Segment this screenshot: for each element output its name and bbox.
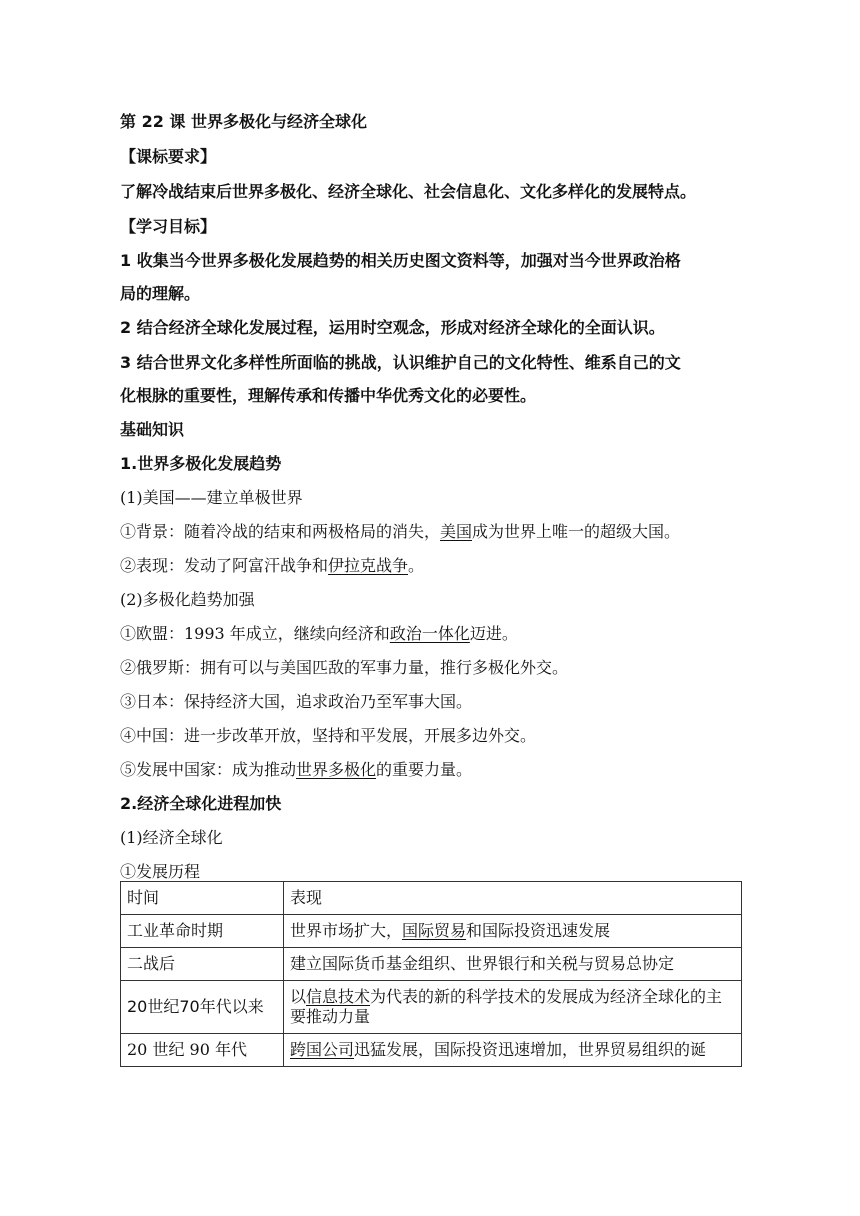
table-cell-performance: 世界市场扩大，国际贸易和国际投资迅速发展 [284, 915, 742, 948]
blank-answer: 国际贸易 [402, 921, 467, 940]
goal-3-line-2: 化根脉的重要性，理解传承和传播中华优秀文化的必要性。 [120, 386, 537, 405]
china-item: ④中国：进一步改革开放，坚持和平发展，开展多边外交。 [120, 726, 537, 745]
section-1-1: (1)美国——建立单极世界 [120, 488, 303, 507]
goal-1-line-2: 局的理解。 [120, 284, 201, 303]
blank-answer: 世界多极化 [296, 760, 377, 779]
section-2-1: (1)经济全球化 [120, 828, 223, 847]
curriculum-text: 了解冷战结束后世界多极化、经济全球化、社会信息化、文化多样化的发展特点。 [120, 182, 697, 201]
table-cell-performance: 以信息技术为代表的新的科学技术的发展成为经济全球化的主要推动力量 [284, 981, 742, 1034]
goal-1-line-1: 1 收集当今世界多极化发展趋势的相关历史图文资料等，加强对当今世界政治格 [120, 251, 681, 270]
russia-item: ②俄罗斯：拥有可以与美国匹敌的军事力量，推行多极化外交。 [120, 658, 569, 677]
goal-2: 2 结合经济全球化发展过程，运用时空观念，形成对经济全球化的全面认识。 [120, 318, 665, 337]
goal-3-line-1: 3 结合世界文化多样性所面临的挑战，认识维护自己的文化特性、维系自己的文 [120, 353, 681, 372]
blank-answer: 伊拉克战争 [328, 556, 409, 575]
table-cell-performance: 建立国际货币基金组织、世界银行和关税与贸易总协定 [284, 948, 742, 981]
blank-answer: 信息技术 [306, 987, 371, 1006]
table-cell-time: 20 世纪 90 年代 [121, 1034, 284, 1067]
section-1-heading: 1.世界多极化发展趋势 [120, 454, 282, 473]
basics-heading: 基础知识 [120, 420, 185, 439]
blank-answer: 美国 [440, 522, 473, 541]
japan-item: ③日本：保持经济大国，追求政治乃至军事大国。 [120, 692, 473, 711]
table-header-time: 时间 [121, 882, 284, 915]
table-row [121, 1034, 742, 1067]
curriculum-heading: 【课标要求】 [120, 147, 217, 166]
history-table [120, 881, 742, 1067]
table-cell-performance: 跨国公司迅猛发展，国际投资迅速增加，世界贸易组织的诞 [284, 1034, 742, 1067]
table-row [121, 981, 742, 1034]
goals-heading: 【学习目标】 [120, 217, 217, 236]
table-cell-time: 20世纪70年代以来 [121, 981, 284, 1034]
blank-answer: 跨国公司 [290, 1040, 355, 1059]
table-cell-time: 二战后 [121, 948, 284, 981]
table-row [121, 882, 742, 915]
table-row [121, 915, 742, 948]
eu-item: ①欧盟：1993 年成立，继续向经济和政治一体化迈进。 [120, 624, 518, 643]
usa-background: ①背景：随着冷战的结束和两极格局的消失，美国成为世界上唯一的超级大国。 [120, 522, 681, 541]
developing-item: ⑤发展中国家：成为推动世界多极化的重要力量。 [120, 760, 473, 779]
section-2-heading: 2.经济全球化进程加快 [120, 794, 282, 813]
section-1-2: (2)多极化趋势加强 [120, 590, 255, 609]
table-cell-time: 工业革命时期 [121, 915, 284, 948]
usa-performance: ②表现：发动了阿富汗战争和伊拉克战争。 [120, 556, 425, 575]
blank-answer: 政治一体化 [389, 624, 470, 643]
table-header-performance: 表现 [284, 882, 742, 915]
lesson-title: 第 22 课 世界多极化与经济全球化 [120, 112, 367, 131]
table-row [121, 948, 742, 981]
history-heading: ①发展历程 [120, 862, 201, 881]
